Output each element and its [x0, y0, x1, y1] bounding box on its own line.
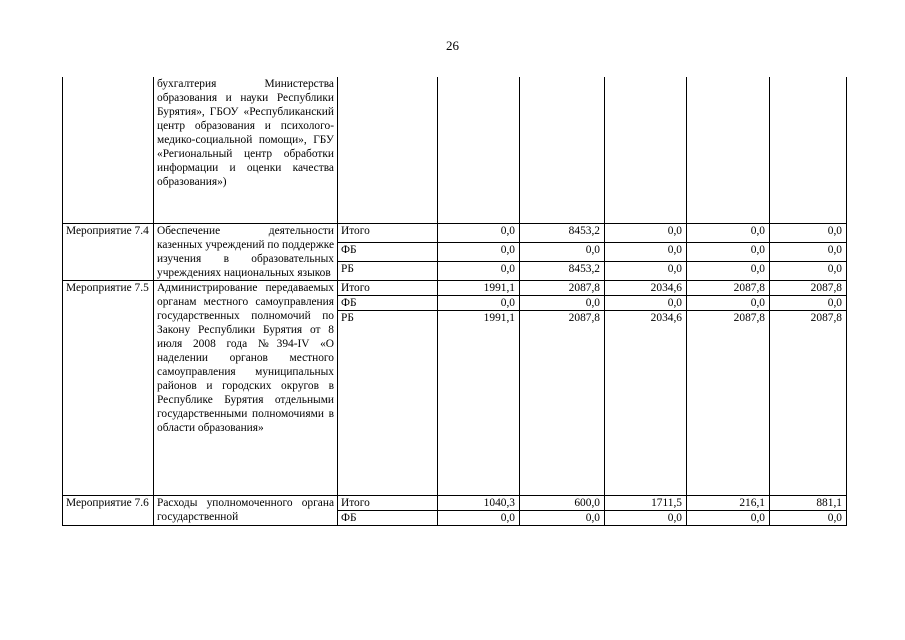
value-cell	[687, 77, 770, 223]
value-cell: 0,0	[770, 242, 847, 261]
value-cell: 0,0	[605, 261, 687, 280]
value-cell: 2087,8	[687, 310, 770, 495]
value-cell: 0,0	[687, 295, 770, 310]
value-cell: 0,0	[520, 510, 605, 525]
value-cell: 0,0	[770, 295, 847, 310]
value-cell: 0,0	[438, 261, 520, 280]
value-cell: 0,0	[605, 295, 687, 310]
value-cell	[520, 77, 605, 223]
source-cell: Итого	[338, 280, 438, 295]
value-cell: 1711,5	[605, 495, 687, 510]
measure-description-cell: бухгалтерия Министерства образования и науки Республики Бурятия», ГБОУ «Республиканский центр образования и психолого-медико-социальной помощи», ГБУ «Региональный центр обработки информации и оценки качества образования»)	[154, 77, 338, 223]
measure-name-cell: Мероприятие 7.5	[63, 280, 154, 495]
value-cell: 0,0	[687, 242, 770, 261]
value-cell	[770, 77, 847, 223]
source-cell: Итого	[338, 223, 438, 242]
value-cell: 0,0	[438, 295, 520, 310]
value-cell: 0,0	[687, 510, 770, 525]
table-row	[63, 77, 847, 223]
page-number: 26	[446, 38, 459, 53]
value-cell: 2034,6	[605, 310, 687, 495]
value-cell: 0,0	[438, 242, 520, 261]
value-cell: 0,0	[438, 510, 520, 525]
measure-name-cell	[63, 77, 154, 223]
value-cell: 8453,2	[520, 223, 605, 242]
value-cell: 0,0	[520, 295, 605, 310]
table-row	[63, 495, 847, 510]
value-cell: 0,0	[605, 510, 687, 525]
value-cell: 0,0	[687, 261, 770, 280]
measure-description-cell: Обеспечение деятельности казенных учреждений по поддержке изучения в образовательных учреждениях национальных языков	[154, 223, 338, 280]
value-cell	[438, 77, 520, 223]
value-cell: 1991,1	[438, 310, 520, 495]
source-cell	[338, 77, 438, 223]
source-cell: ФБ	[338, 510, 438, 525]
value-cell: 0,0	[605, 242, 687, 261]
measure-description-cell: Расходы уполномоченного органа государственной	[154, 495, 338, 525]
value-cell: 1991,1	[438, 280, 520, 295]
value-cell: 8453,2	[520, 261, 605, 280]
value-cell: 2034,6	[605, 280, 687, 295]
budget-table	[62, 77, 847, 526]
measure-name-cell: Мероприятие 7.4	[63, 223, 154, 280]
value-cell: 0,0	[687, 223, 770, 242]
value-cell	[605, 77, 687, 223]
value-cell: 881,1	[770, 495, 847, 510]
source-cell: РБ	[338, 310, 438, 495]
value-cell: 0,0	[605, 223, 687, 242]
source-cell: ФБ	[338, 242, 438, 261]
value-cell: 2087,8	[520, 310, 605, 495]
value-cell: 1040,3	[438, 495, 520, 510]
value-cell: 600,0	[520, 495, 605, 510]
value-cell: 2087,8	[770, 310, 847, 495]
table-row	[63, 280, 847, 295]
value-cell: 2087,8	[687, 280, 770, 295]
value-cell: 0,0	[438, 223, 520, 242]
measure-name-cell: Мероприятие 7.6	[63, 495, 154, 525]
value-cell: 2087,8	[770, 280, 847, 295]
value-cell: 0,0	[770, 223, 847, 242]
value-cell: 0,0	[770, 261, 847, 280]
value-cell: 0,0	[770, 510, 847, 525]
value-cell: 216,1	[687, 495, 770, 510]
table-row	[63, 223, 847, 242]
value-cell: 2087,8	[520, 280, 605, 295]
source-cell: Итого	[338, 495, 438, 510]
source-cell: ФБ	[338, 295, 438, 310]
value-cell: 0,0	[520, 242, 605, 261]
measure-description-cell: Администрирование передаваемых органам местного самоуправления государственных полномочий по Закону Республики Бурятия от 8 июля 2008 года №394-IV «О наделении органов местного самоуправления муниципальных районов и городских округов в Республике Бурятия отдельными государственными полномочиями в области образования»	[154, 280, 338, 495]
source-cell: РБ	[338, 261, 438, 280]
